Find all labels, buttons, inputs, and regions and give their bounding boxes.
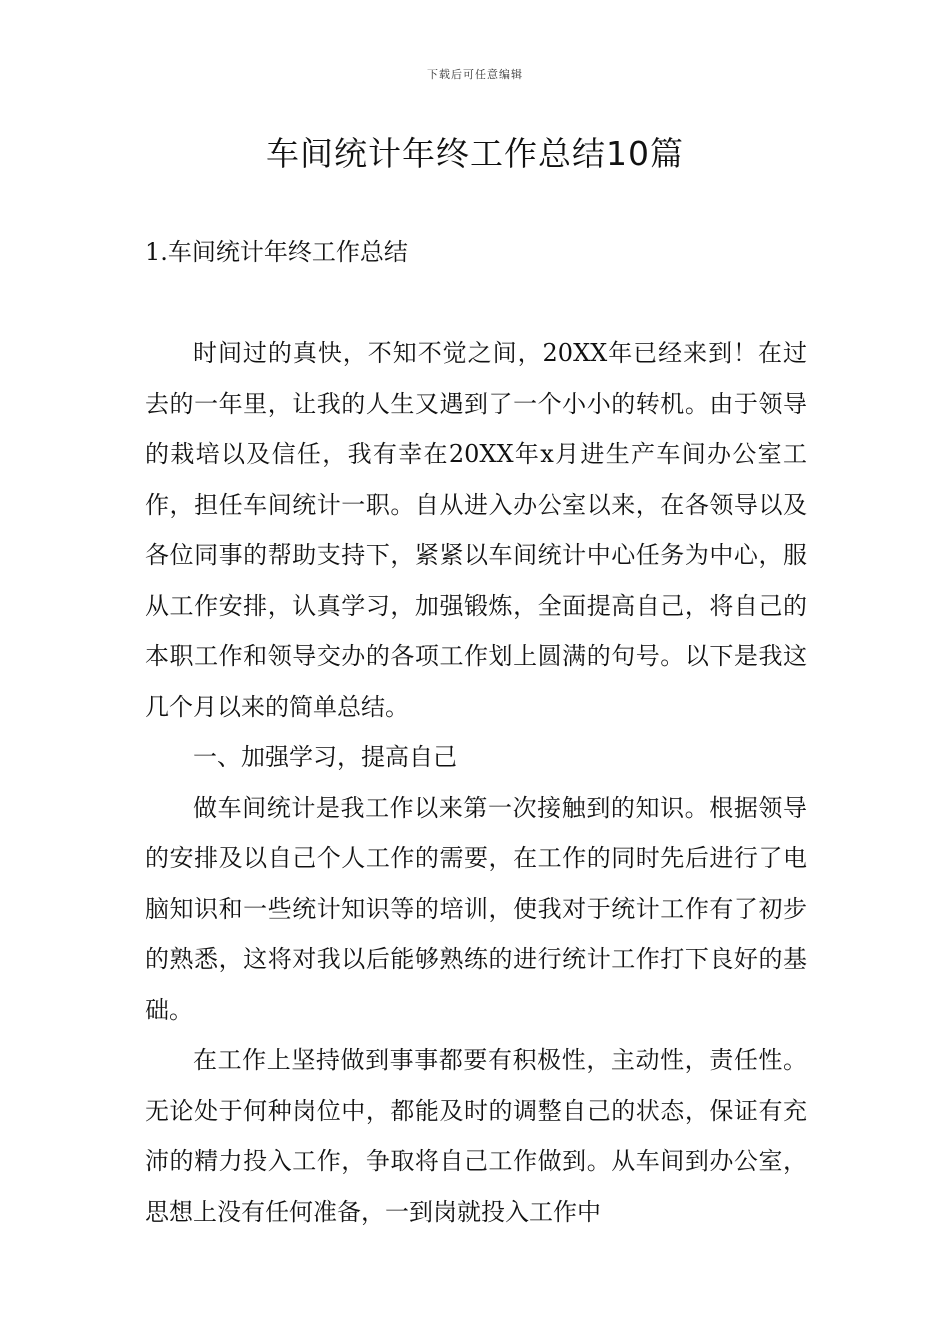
- paragraph-attitude: 在工作上坚持做到事事都要有积极性，主动性，责任性。无论处于何种岗位中，都能及时的调整自己的状态，保证有充沛的精力投入工作，争取将自己工作做到。从车间到办公室，思想上没有任何准备，一到岗就投入工作中: [145, 1046, 807, 1226]
- section-heading: 1.车间统计年终工作总结: [145, 238, 408, 266]
- body-text: [145, 328, 807, 1237]
- paragraph-study: 做车间统计是我工作以来第一次接触到的知识。根据领导的安排及以自己个人工作的需要，在工作的同时先后进行了电脑知识和一些统计知识等的培训，使我对于统计工作有了初步的熟悉，这将对我以后能够熟练的进行统计工作打下良好的基础。: [145, 793, 807, 1024]
- document-title: 车间统计年终工作总结10篇: [266, 134, 684, 173]
- paragraph-intro: 时间过的真快，不知不觉之间，20XX年已经来到！在过去的一年里，让我的人生又遇到了一个小小的转机。由于领导的栽培以及信任，我有幸在20XX年x月进生产车间办公室工作，担任车间统计一职。自从进入办公室以来，在各领导以及各位同事的帮助支持下，紧紧以车间统计中心任务为中心，服从工作安排，认真学习，加强锻炼，全面提高自己，将自己的本职工作和领导交办的各项工作划上圆满的句号。以下是我这几个月以来的简单总结。: [145, 339, 807, 721]
- header-note: 下载后可任意编辑: [427, 68, 523, 81]
- paragraph-subheading: 一、加强学习，提高自己: [193, 743, 457, 771]
